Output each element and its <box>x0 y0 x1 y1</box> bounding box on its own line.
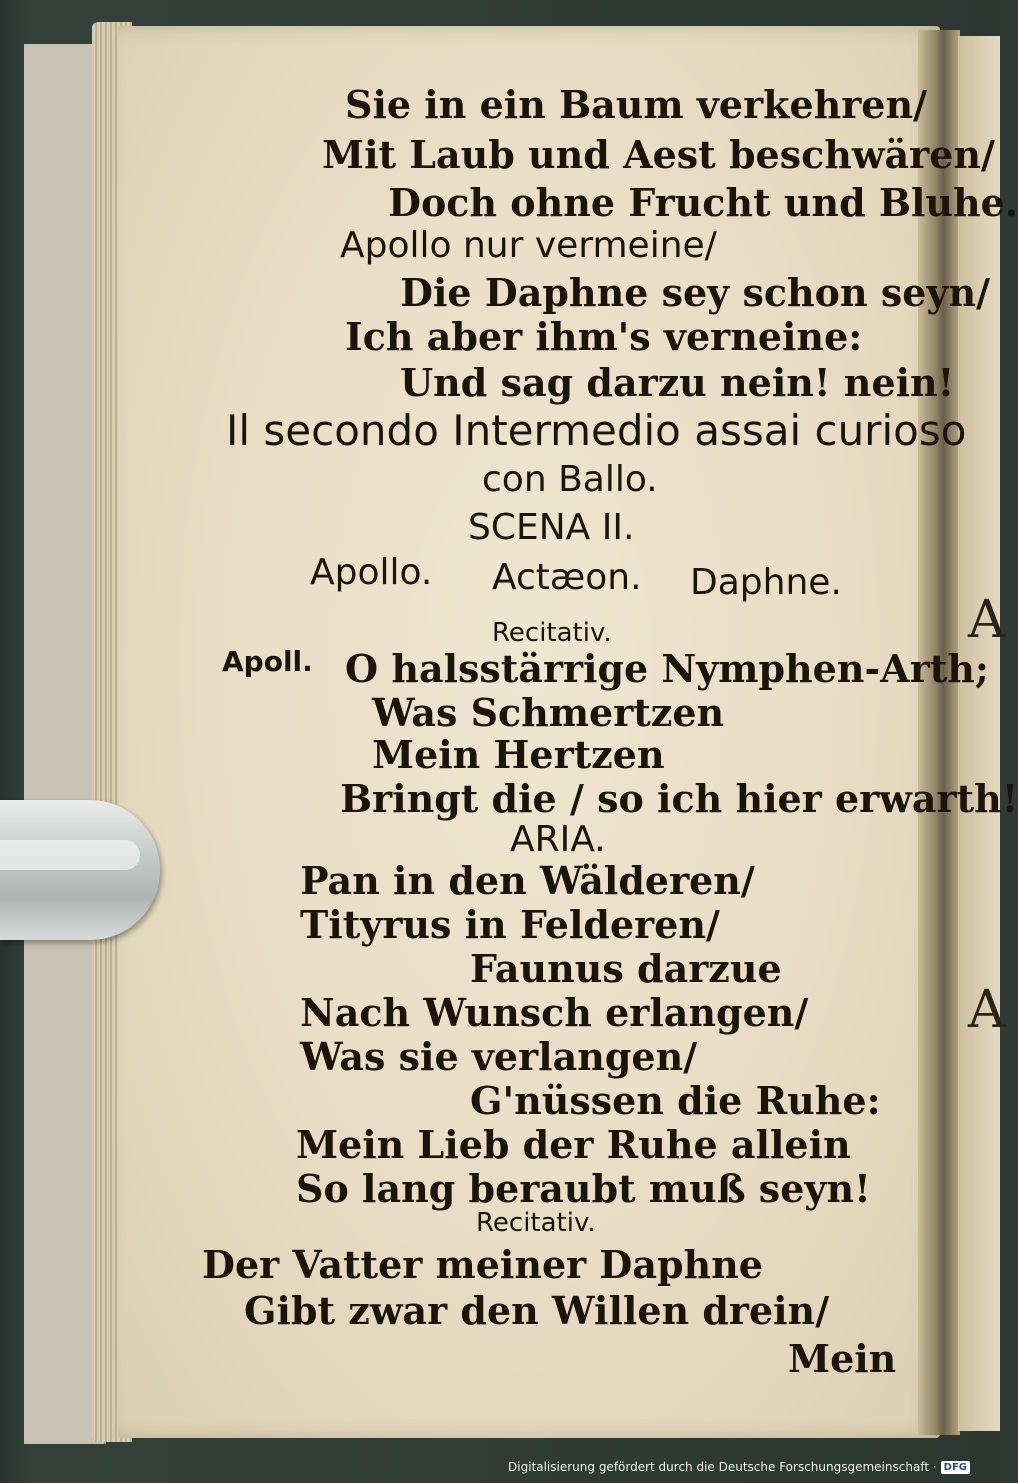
facing-page-fragment: A <box>968 980 1006 1040</box>
verse-line: G'nüssen die Ruhe: <box>470 1078 881 1123</box>
verse-line: Was Schmertzen <box>372 690 725 735</box>
verse-line: Sie in ein Baum verkehren/ <box>345 82 927 127</box>
verse-line: Ich aber ihm's verneine: <box>345 314 863 359</box>
verse-line: O halsstärrige Nymphen-Arth; <box>345 646 989 691</box>
verse-line: So lang beraubt muß seyn! <box>296 1166 871 1211</box>
verse-line: Der Vatter meiner Daphne <box>202 1242 763 1287</box>
verse-line: Mit Laub und Aest beschwären/ <box>322 132 995 177</box>
verse-line: Nach Wunsch erlangen/ <box>300 990 809 1035</box>
verse-line: Die Daphne sey schon seyn/ <box>400 270 991 315</box>
credit-text: Digitalisierung gefördert durch die Deutsche Forschungsgemeinschaft · <box>508 1460 937 1474</box>
book-gutter <box>918 30 960 1435</box>
verse-line: Mein Lieb der Ruhe allein <box>296 1122 851 1167</box>
verse-line: Was sie verlangen/ <box>300 1034 698 1079</box>
recitativ-label: Recitativ. <box>492 618 612 648</box>
recitativ-label: Recitativ. <box>476 1208 596 1238</box>
aria-heading: ARIA. <box>510 819 606 860</box>
intermedio-subheading: con Ballo. <box>482 459 658 500</box>
verse-line: Pan in den Wälderen/ <box>300 858 755 903</box>
facing-page-sliver <box>958 36 1000 1431</box>
verse-line: Apollo nur vermeine/ <box>340 225 717 266</box>
dfg-logo: DFG <box>941 1461 970 1474</box>
verse-line: Mein Hertzen <box>372 732 665 777</box>
verse-line: Tityrus in Felderen/ <box>300 902 720 947</box>
digitization-credit <box>508 1457 970 1477</box>
facing-page-fragment: A <box>968 590 1006 650</box>
character-name: Actæon. <box>492 557 642 598</box>
page-holder-clip-shine <box>0 840 140 870</box>
verse-line: Bringt die / so ich hier erwarth! <box>340 776 1018 821</box>
character-name: Daphne. <box>690 562 842 603</box>
verse-line: Doch ohne Frucht und Bluhe. <box>388 180 1018 225</box>
speaker-label: Apoll. <box>222 645 313 678</box>
verse-line: Und sag darzu nein! nein! <box>400 360 955 405</box>
verse-line: Gibt zwar den Willen drein/ <box>244 1288 830 1333</box>
catchword: Mein <box>788 1336 897 1381</box>
page-holder-clip <box>0 800 160 940</box>
intermedio-heading: Il secondo Intermedio assai curioso <box>226 406 967 455</box>
character-name: Apollo. <box>310 552 433 593</box>
verse-line: Faunus darzue <box>470 946 782 991</box>
scene-heading: SCENA II. <box>468 507 635 548</box>
